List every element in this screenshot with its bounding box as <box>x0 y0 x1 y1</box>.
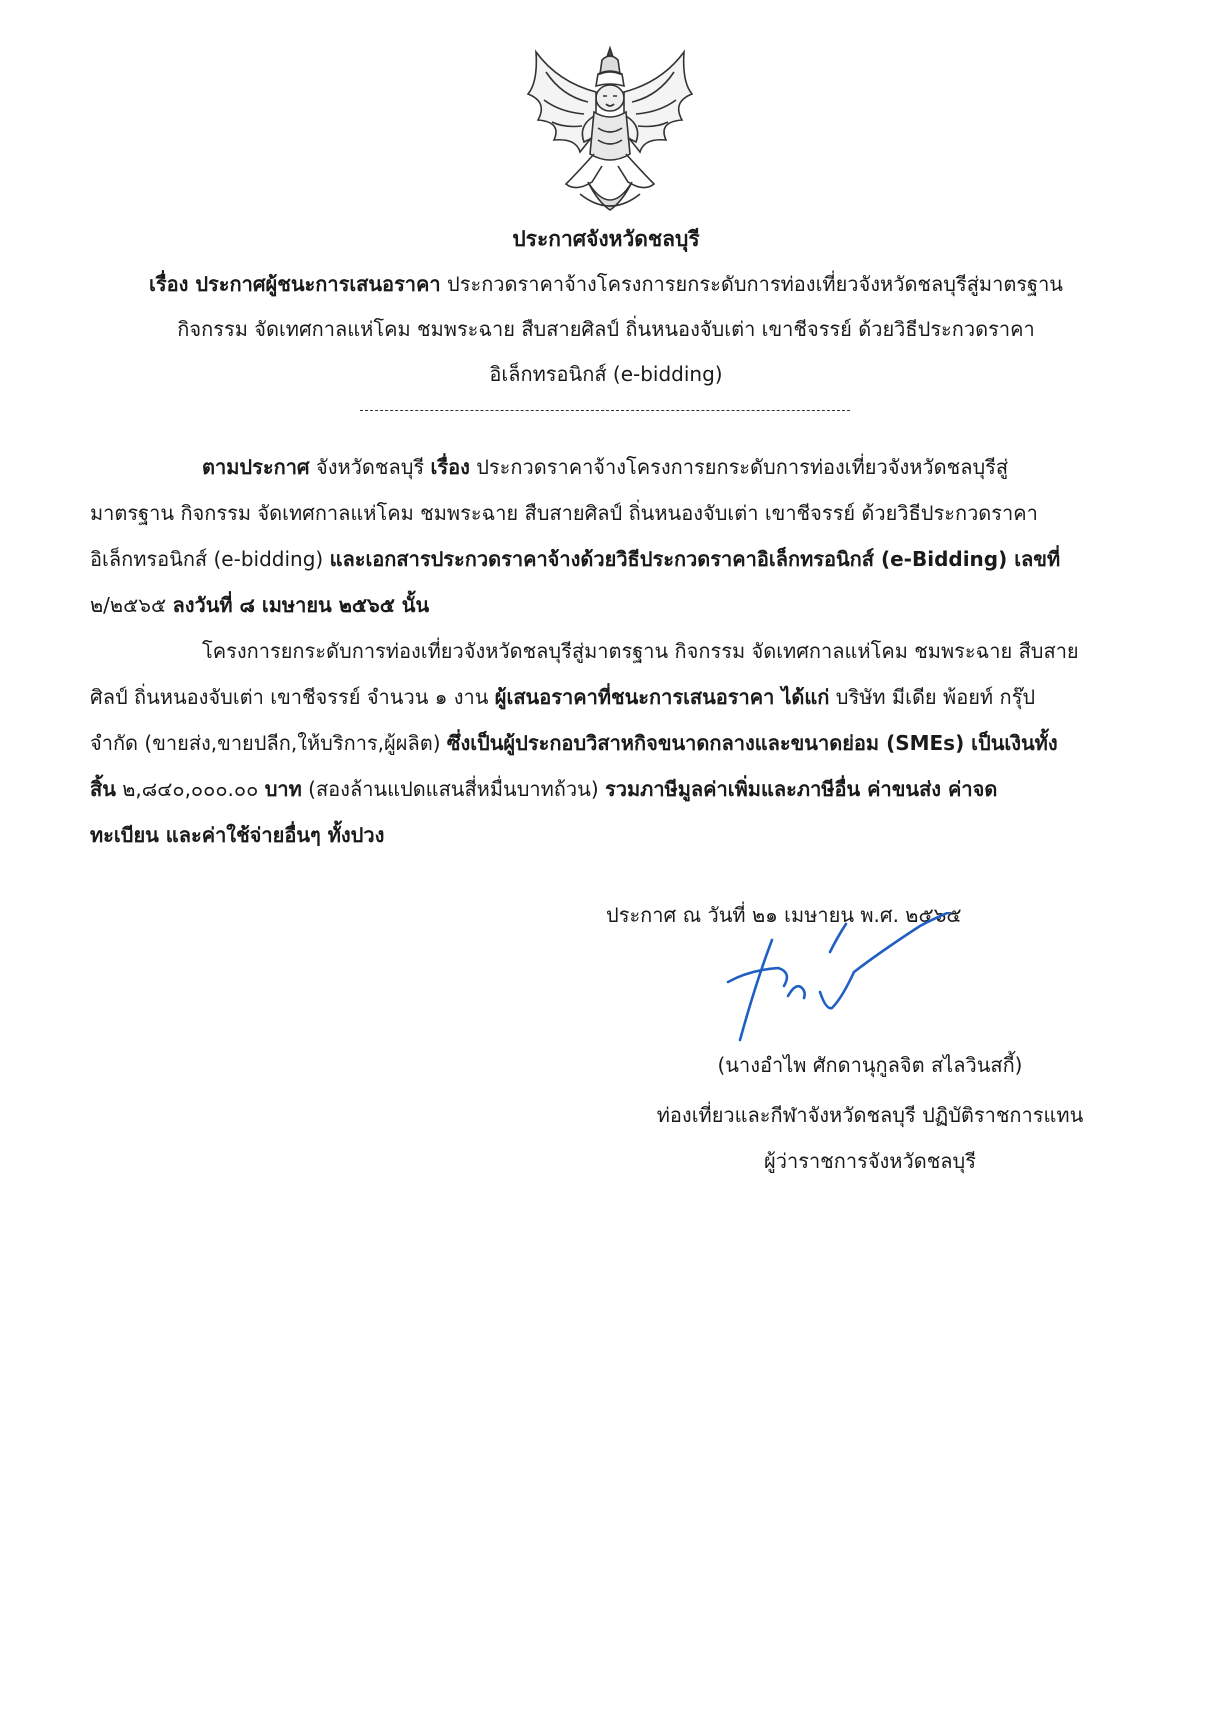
garuda-emblem-icon <box>518 42 702 218</box>
subject-label: เรื่อง ประกาศผู้ชนะการเสนอราคา <box>149 272 441 296</box>
p1-l3-bold: และเอกสารประกวดราคาจ้างด้วยวิธีประกวดราคาอิเล็กทรอนิกส์ (e-Bidding) เลขที่ <box>329 547 1061 571</box>
p2-line-1: โครงการยกระดับการท่องเที่ยวจังหวัดชลบุรีสู่มาตรฐาน กิจกรรม จัดเทศกาลแห่โคม ชมพระฉาย สืบสาย <box>202 639 1079 663</box>
paragraph-award <box>90 628 1125 858</box>
date-label: ประกาศ ณ วันที่ <box>606 903 746 927</box>
p2-line-3 <box>90 720 1125 766</box>
p2-amount: ๒,๘๔๐,๐๐๐.๐๐ <box>122 777 259 801</box>
p2-l5-bold: ทะเบียน และค่าใช้จ่ายอื่นๆ ทั้งปวง <box>90 823 385 847</box>
p1-line-2: มาตรฐาน กิจกรรม จัดเทศกาลแห่โคม ชมพระฉาย สืบสายศิลป์ ถิ่นหนองจับเต่า เขาชีจรรย์ ด้วยวิธีประกวดราคา <box>90 501 1038 525</box>
p1-doc-number: ๒/๒๕๖๕ <box>90 593 167 617</box>
page-title: ประกาศจังหวัดชลบุรี <box>512 227 700 251</box>
announcement-subject <box>80 262 1132 397</box>
p1-text-a: จังหวัดชลบุรี <box>315 455 425 479</box>
p1-line-1 <box>90 444 1125 490</box>
p2-l4-bold-c: รวมภาษีมูลค่าเพิ่มและภาษีอื่น ค่าขนส่ง ค่าจด <box>604 777 998 801</box>
p2-amount-words: (สองล้านแปดแสนสี่หมื่นบาทถ้วน) <box>308 777 599 801</box>
subject-text-1: ประกวดราคาจ้างโครงการยกระดับการท่องเที่ยวจังหวัดชลบุรีสู่มาตรฐาน <box>447 272 1063 296</box>
p2-l2-text-a: ศิลป์ ถิ่นหนองจับเต่า เขาชีจรรย์ จำนวน ๑ งาน <box>90 685 489 709</box>
subject-line-2: กิจกรรม จัดเทศกาลแห่โคม ชมพระฉาย สืบสายศิลป์ ถิ่นหนองจับเต่า เขาชีจรรย์ ด้วยวิธีประกวดราคา <box>177 317 1035 341</box>
divider-line <box>360 410 850 411</box>
p2-winner-name: บริษัท มีเดีย พ้อยท์ กรุ๊ป <box>835 685 1036 709</box>
subject-line-3: อิเล็กทรอนิกส์ (e-bidding) <box>489 362 723 386</box>
handwritten-signature-icon <box>680 912 1010 1062</box>
p1-line-4 <box>90 582 1125 628</box>
p2-line-5 <box>90 812 1125 858</box>
p2-l3-bold: ซึ่งเป็นผู้ประกอบวิสาหกิจขนาดกลางและขนาดย่อม (SMEs) เป็นเงินทั้ง <box>446 731 1058 755</box>
p1-bold-a: ตามประกาศ <box>202 455 310 479</box>
p1-text-b: ประกวดราคาจ้างโครงการยกระดับการท่องเที่ยวจังหวัดชลบุรีสู่ <box>476 455 1009 479</box>
signer-name: (นางอำไพ ศักดานุกูลจิต สไลวินสกี้) <box>717 1053 1023 1077</box>
p1-line-3 <box>90 536 1125 582</box>
signer-position-1: ท่องเที่ยวและกีฬาจังหวัดชลบุรี ปฏิบัติราชการแทน <box>656 1103 1084 1127</box>
paragraph-reference <box>90 444 1125 628</box>
date-value: ๒๑ เมษายน พ.ศ. ๒๕๖๕ <box>751 903 962 927</box>
p1-l3-text: อิเล็กทรอนิกส์ (e-bidding) <box>90 547 324 571</box>
subject-line-1 <box>80 262 1132 307</box>
p2-l2-bold: ผู้เสนอราคาที่ชนะการเสนอราคา ได้แก่ <box>494 685 830 709</box>
signer-position-2: ผู้ว่าราชการจังหวัดชลบุรี <box>764 1149 976 1173</box>
p1-doc-date: ลงวันที่ ๘ เมษายน ๒๕๖๕ นั้น <box>172 593 430 617</box>
p2-line-4 <box>90 766 1125 812</box>
p2-line-2 <box>90 674 1125 720</box>
p2-l4-bold-a: สิ้น <box>90 777 116 801</box>
p2-l4-bold-b: บาท <box>264 777 302 801</box>
p2-l3-text: จำกัด (ขายส่ง,ขายปลีก,ให้บริการ,ผู้ผลิต) <box>90 731 441 755</box>
p1-bold-b: เรื่อง <box>430 455 470 479</box>
